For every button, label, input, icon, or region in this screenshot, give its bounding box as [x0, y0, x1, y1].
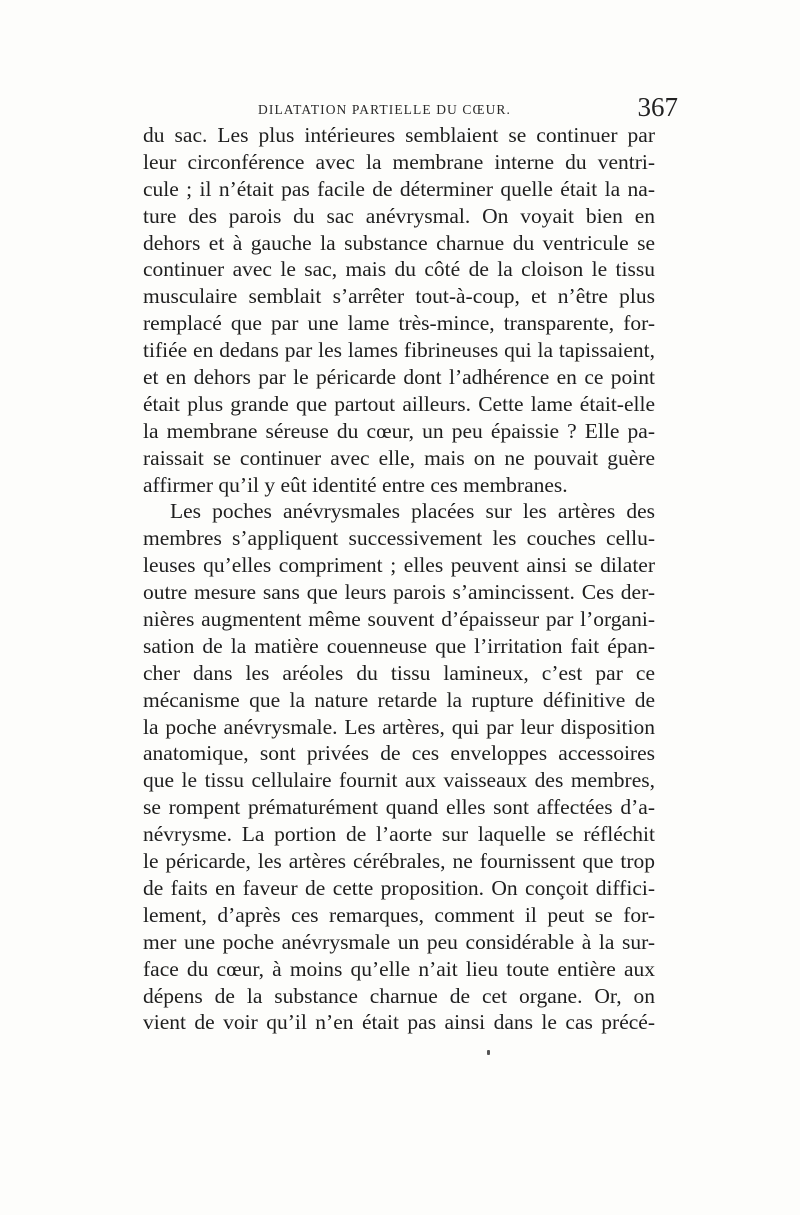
text-line: que le tissu cellulaire fournit aux vaisseaux des membres,	[143, 768, 655, 793]
paragraph-first-line: Les poches anévrysmales placées sur les artères des	[170, 499, 655, 524]
text-line: cher dans les aréoles du tissu lamineux, c’est par ce	[143, 660, 655, 685]
page-number: 367	[637, 92, 678, 122]
text-line: tifiée en dedans par les lames fibrineuses qui la tapissaient,	[143, 338, 655, 363]
text-line: outre mesure sans que leurs parois s’amincissent. Ces der-	[143, 580, 655, 605]
text-line: raissait se continuer avec elle, mais on ne pouvait guère	[143, 445, 655, 470]
text-line: était plus grande que partout ailleurs. Cette lame était-elle	[143, 391, 655, 416]
text-line: mécanisme que la nature retarde la rupture définitive de	[143, 687, 655, 712]
text-line: musculaire semblait s’arrêter tout-à-coup, et n’être plus	[143, 284, 655, 309]
text-line: vient de voir qu’il n’en était pas ainsi dans le cas précé-	[143, 1010, 655, 1035]
text-line: face du cœur, à moins qu’elle n’ait lieu toute entière aux	[143, 956, 655, 981]
text-line: se rompent prématurément quand elles sont affectées d’a-	[143, 795, 655, 820]
text-line: du sac. Les plus intérieures semblaient se continuer par	[143, 123, 655, 147]
text-line: dépens de la substance charnue de cet organe. Or, on	[143, 983, 655, 1008]
text-line: le péricarde, les artères cérébrales, ne fournissent que trop	[143, 849, 655, 874]
text-line: la poche anévrysmale. Les artères, qui par leur disposition	[143, 714, 655, 739]
text-line: remplacé que par une lame très-mince, transparente, for-	[143, 311, 655, 336]
text-line: sation de la matière couenneuse que l’irritation fait épan-	[143, 633, 655, 658]
text-line: anatomique, sont privées de ces enveloppes accessoires	[143, 741, 655, 766]
text-line: leuses qu’elles compriment ; elles peuvent ainsi se dilater	[143, 553, 655, 578]
text-line: de faits en faveur de cette proposition. On conçoit diffici-	[143, 875, 655, 900]
body-text	[143, 122, 655, 1036]
text-line: leur circonférence avec la membrane interne du ventri-	[143, 149, 655, 174]
text-line: névrysme. La portion de l’aorte sur laquelle se réfléchit	[143, 822, 655, 847]
ink-speck	[487, 1050, 490, 1055]
paragraph-last-line: affirmer qu’il y eût identité entre ces membranes.	[143, 472, 568, 497]
text-line: membres s’appliquent successivement les couches cellu-	[143, 526, 655, 551]
text-line: et en dehors par le péricarde dont l’adhérence en ce point	[143, 365, 655, 390]
text-line: continuer avec le sac, mais du côté de la cloison le tissu	[143, 257, 655, 282]
text-line: cule ; il n’était pas facile de déterminer quelle était la na-	[143, 176, 655, 201]
text-line: nières augmentent même souvent d’épaisseur par l’organi-	[143, 607, 655, 632]
text-line: dehors et à gauche la substance charnue du ventricule se	[143, 230, 655, 255]
text-line: la membrane séreuse du cœur, un peu épaissie ? Elle pa-	[143, 418, 655, 443]
text-line: ture des parois du sac anévrysmal. On voyait bien en	[143, 203, 655, 228]
text-line: mer une poche anévrysmale un peu considérable à la sur-	[143, 929, 655, 954]
text-line: lement, d’après ces remarques, comment il peut se for-	[143, 902, 655, 927]
running-head: DILATATION PARTIELLE DU CŒUR.	[258, 102, 512, 117]
